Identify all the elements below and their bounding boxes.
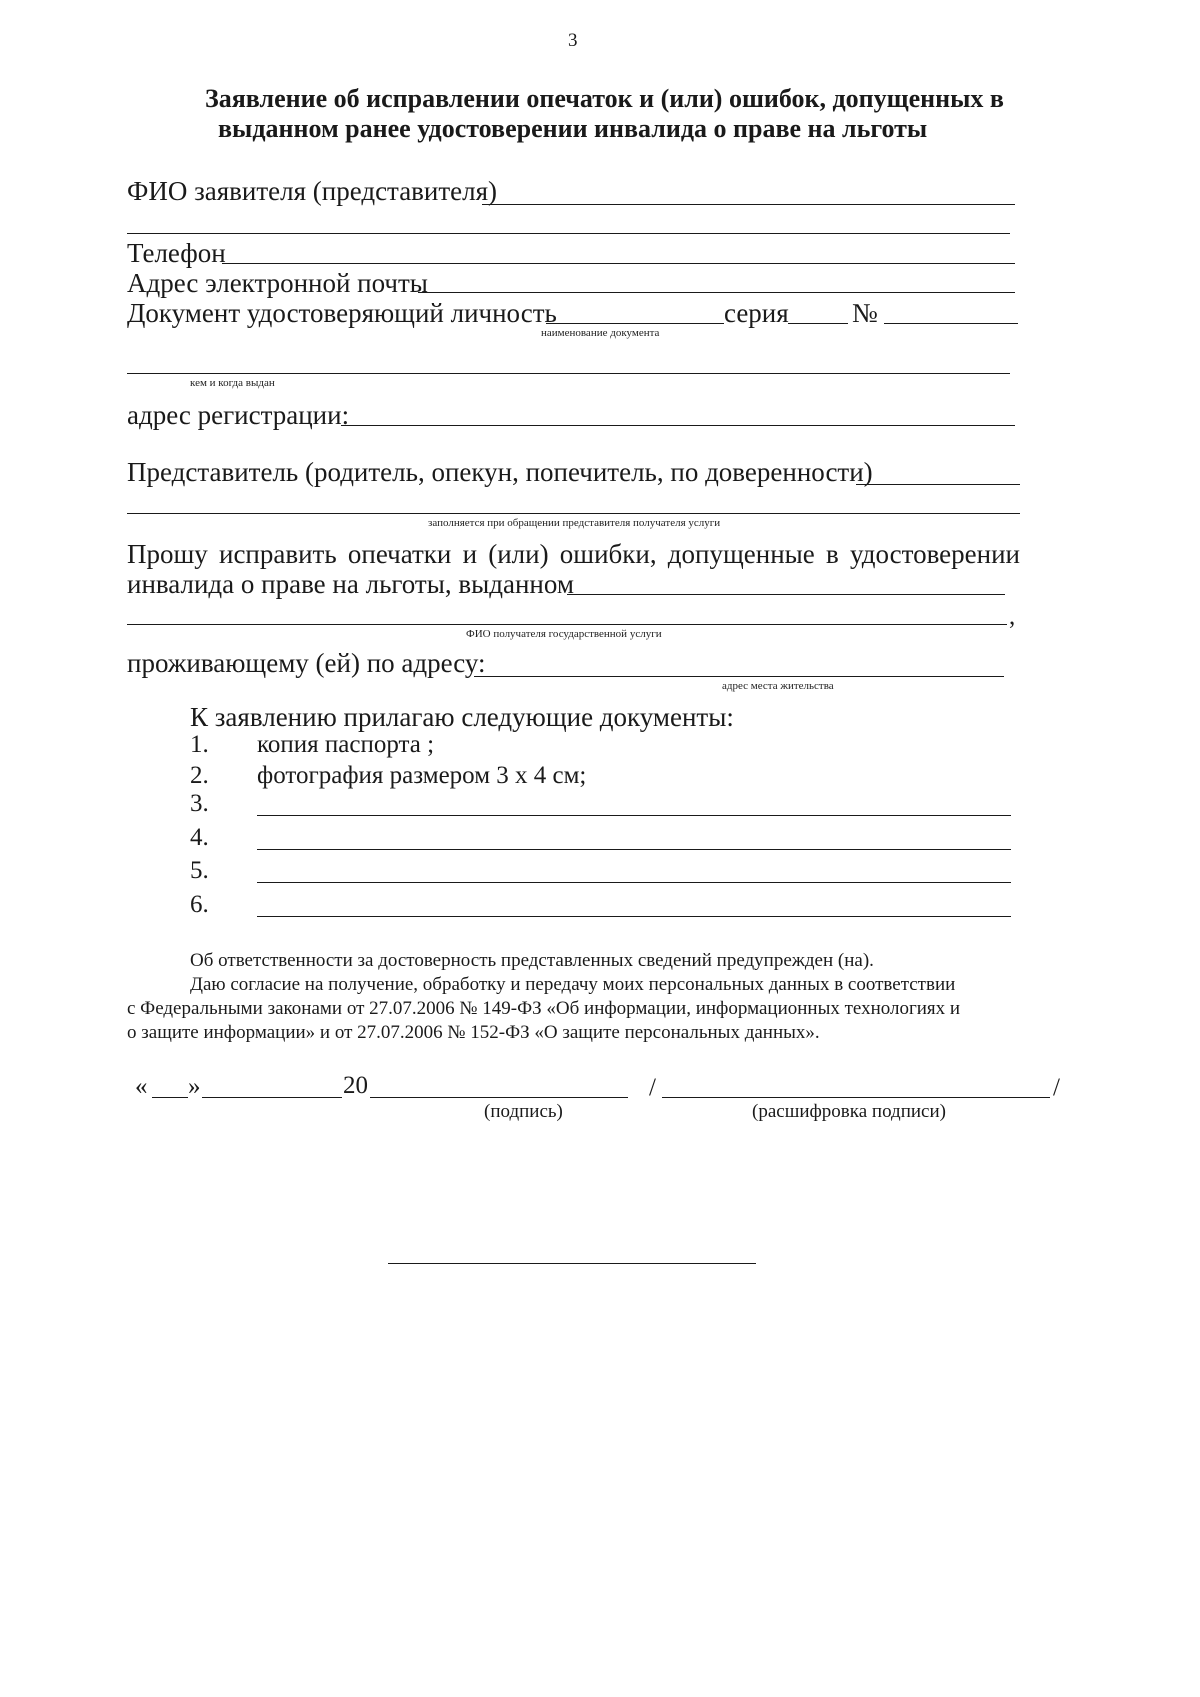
bottom-divider	[388, 1263, 756, 1264]
attachment-number: 4.	[190, 824, 209, 851]
representative-field-line-2[interactable]	[127, 513, 1020, 514]
series-field-line[interactable]	[788, 323, 848, 324]
date-quote-close: »	[188, 1073, 201, 1100]
fio-field-line[interactable]	[482, 204, 1015, 205]
registration-address-line[interactable]	[341, 425, 1015, 426]
representative-field-line[interactable]	[856, 484, 1020, 485]
attachment-number: 1.	[190, 731, 209, 758]
attachments-heading: К заявлению прилагаю следующие документы:	[190, 702, 734, 732]
identity-doc-name-line[interactable]	[546, 323, 724, 324]
attachment-field-line[interactable]	[257, 882, 1011, 883]
signature-slash-left: /	[649, 1074, 656, 1101]
attachment-field-line[interactable]	[257, 815, 1011, 816]
signature-decoding-field-line[interactable]	[662, 1097, 1050, 1098]
signature-caption: (подпись)	[484, 1101, 563, 1122]
attachment-number: 5.	[190, 857, 209, 884]
attachment-text: фотография размером 3 х 4 см;	[257, 762, 587, 789]
document-title-line2: выданном ранее удостоверении инвалида о праве на льготы	[218, 114, 928, 143]
issued-by-caption: кем и когда выдан	[190, 377, 275, 389]
responsibility-text: Об ответственности за достоверность представленных сведений предупрежден (на).	[190, 950, 874, 971]
residence-caption: адрес места жительства	[722, 680, 834, 692]
residence-address-line[interactable]	[474, 676, 1004, 677]
request-text-line2: инвалида о праве на льготы, выданном	[127, 569, 574, 599]
date-month-field[interactable]	[202, 1097, 342, 1098]
registration-address-label: адрес регистрации:	[127, 400, 350, 430]
number-field-line[interactable]	[884, 323, 1018, 324]
attachment-field-line[interactable]	[257, 916, 1011, 917]
doc-name-caption: наименование документа	[541, 327, 660, 339]
signature-slash-right: /	[1053, 1074, 1060, 1101]
date-year-prefix: 20	[343, 1072, 368, 1099]
email-label: Адрес электронной почты	[127, 268, 428, 298]
attachment-text: копия паспорта ;	[257, 731, 435, 758]
signature-decoding-caption: (расшифровка подписи)	[752, 1101, 946, 1122]
issued-by-field-line[interactable]	[127, 373, 1010, 374]
series-label: серия	[724, 298, 789, 328]
email-field-line[interactable]	[418, 292, 1015, 293]
number-label: №	[852, 298, 878, 328]
attachment-field-line[interactable]	[257, 849, 1011, 850]
phone-field-line[interactable]	[222, 263, 1015, 264]
residing-label: проживающему (ей) по адресу:	[127, 648, 486, 678]
document-title-line1: Заявление об исправлении опечаток и (или) ошибок, допущенных в	[205, 84, 1004, 113]
date-quote-open: «	[135, 1073, 148, 1100]
signature-field-line[interactable]	[370, 1097, 628, 1098]
date-day-field[interactable]	[152, 1097, 188, 1098]
phone-label: Телефон	[127, 238, 226, 268]
consent-text-line2: с Федеральными законами от 27.07.2006 № 149-ФЗ «Об информации, информационных технологиях и	[127, 998, 961, 1019]
recipient-name-line[interactable]	[127, 624, 1007, 625]
identity-doc-label: Документ удостоверяющий личность	[127, 298, 557, 328]
issued-to-field-line[interactable]	[567, 594, 1005, 595]
consent-text-line1: Даю согласие на получение, обработку и передачу моих персональных данных в соответствии	[190, 974, 956, 995]
consent-text-line3: о защите информации» и от 27.07.2006 № 152-ФЗ «О защите персональных данных».	[127, 1022, 820, 1043]
fio-field-line-2[interactable]	[127, 233, 1010, 234]
fio-label: ФИО заявителя (представителя)	[127, 176, 498, 206]
request-text-line1: Прошу исправить опечатки и (или) ошибки, допущенные в удостоверении	[127, 539, 1020, 569]
page-number: 3	[568, 30, 578, 51]
representative-caption: заполняется при обращении представителя получателя услуги	[428, 517, 721, 529]
recipient-comma: ,	[1009, 603, 1016, 630]
attachment-number: 6.	[190, 891, 209, 918]
attachment-number: 2.	[190, 762, 209, 789]
attachment-number: 3.	[190, 790, 209, 817]
recipient-caption: ФИО получателя государственной услуги	[466, 628, 662, 640]
representative-label: Представитель (родитель, опекун, попечитель, по доверенности)	[127, 457, 873, 487]
